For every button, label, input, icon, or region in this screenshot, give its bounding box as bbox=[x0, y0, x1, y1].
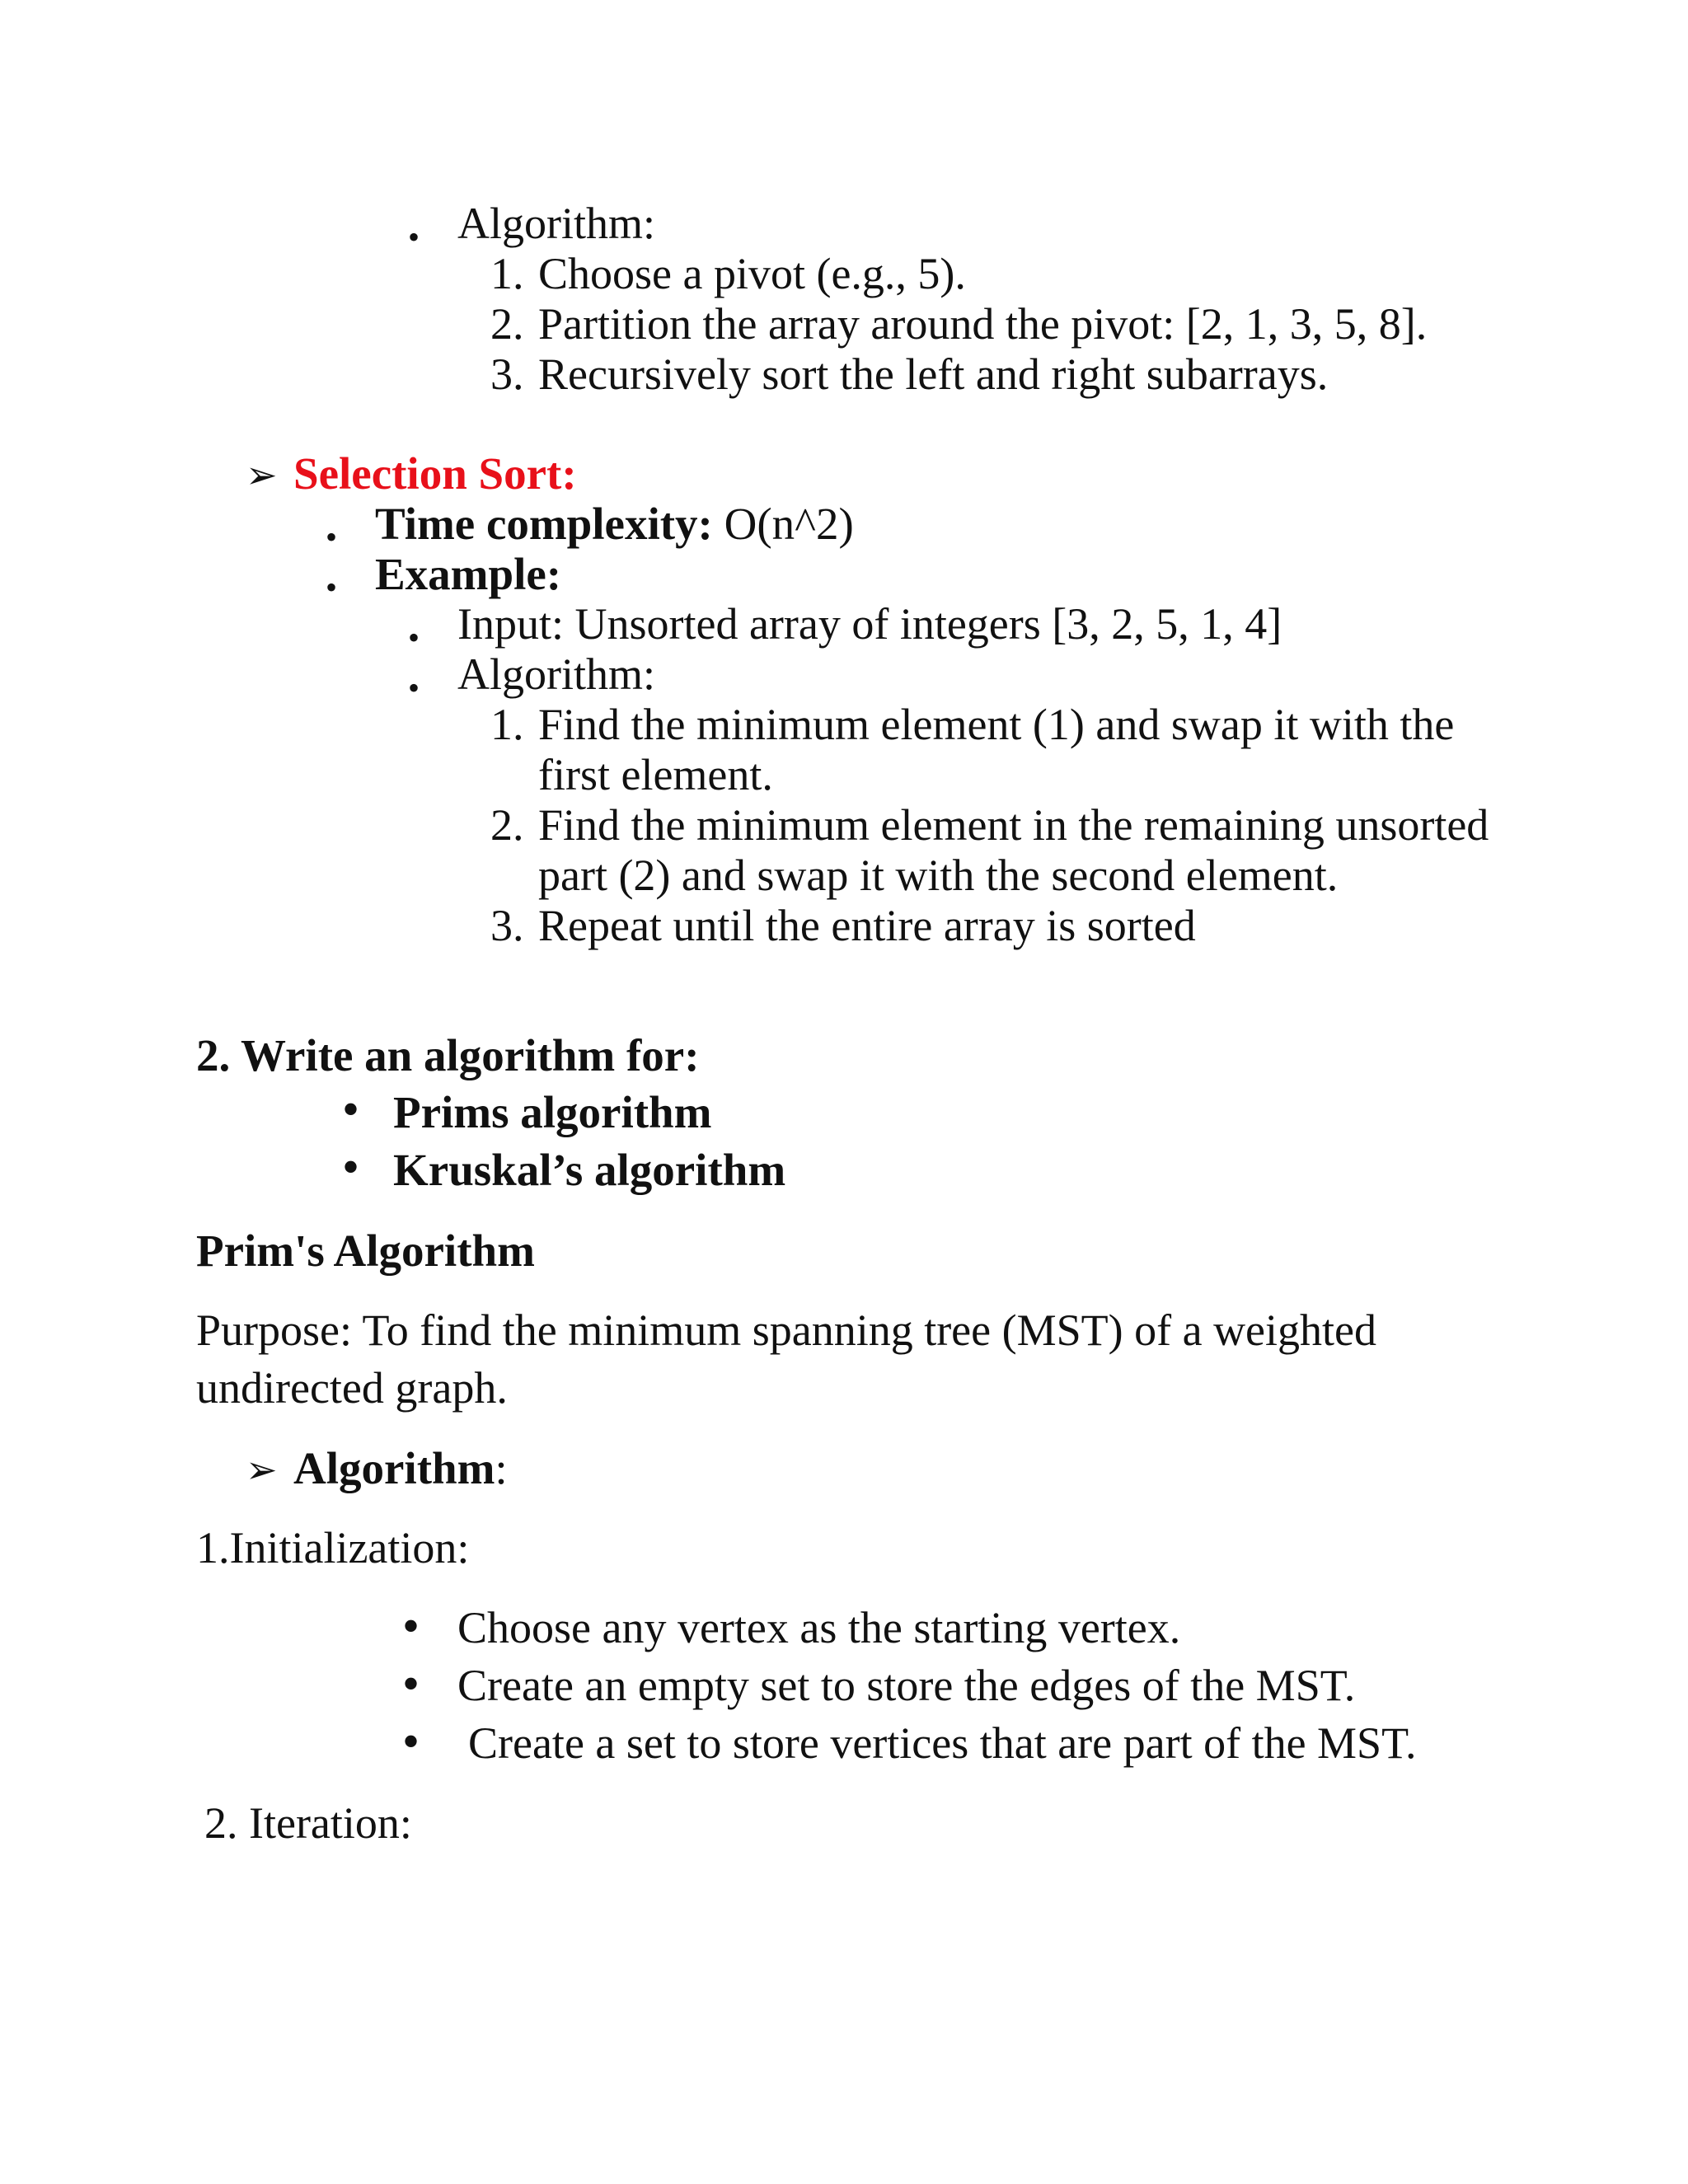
quick-sort-algorithm-label: Algorithm: bbox=[457, 199, 655, 248]
example-input-text: Input: Unsorted array of integers [3, 2, 5, 1, 4] bbox=[457, 599, 1282, 649]
question-item: Kruskal’s algorithm bbox=[393, 1145, 786, 1195]
bullet-dot: • bbox=[408, 669, 420, 706]
quick-sort-step-text: Partition the array around the pivot: [2, 1, 3, 5, 8]. bbox=[538, 299, 1428, 349]
initialization-item: Create a set to store vertices that are part of the MST. bbox=[468, 1718, 1417, 1768]
bullet-dot: • bbox=[402, 1599, 420, 1653]
selection-sort-step-text: Repeat until the entire array is sorted bbox=[538, 901, 1196, 950]
selection-sort-heading: Selection Sort: bbox=[293, 448, 577, 499]
selection-sort-step-text: Find the minimum element (1) and swap it with the bbox=[538, 700, 1455, 749]
selection-sort-algorithm-label: Algorithm: bbox=[457, 649, 655, 699]
initialization-label: 1.Initialization: bbox=[196, 1523, 470, 1572]
bullet-dot: • bbox=[408, 218, 420, 255]
quick-sort-step-text: Choose a pivot (e.g., 5). bbox=[538, 249, 966, 298]
selection-sort-step-number: 3. bbox=[490, 901, 524, 950]
bullet-dot: • bbox=[402, 1657, 420, 1711]
bullet-dot: • bbox=[402, 1714, 420, 1769]
quick-sort-step-number: 1. bbox=[490, 249, 524, 298]
selection-sort-step-number: 2. bbox=[490, 800, 524, 850]
prims-purpose: Purpose: To find the minimum spanning tree (MST) of a weighted bbox=[196, 1305, 1377, 1355]
question-title: 2. Write an algorithm for: bbox=[196, 1030, 700, 1080]
prims-heading: Prim's Algorithm bbox=[196, 1226, 535, 1276]
time-complexity-value: O(n^2) bbox=[712, 499, 854, 549]
question-item: Prims algorithm bbox=[393, 1087, 712, 1137]
quick-sort-step-number: 3. bbox=[490, 349, 524, 399]
selection-sort-step-text-continued: part (2) and swap it with the second element. bbox=[538, 851, 1339, 900]
arrow-bullet-icon: ➢ bbox=[246, 1447, 278, 1492]
selection-sort-step-text: Find the minimum element in the remaining unsorted bbox=[538, 800, 1489, 850]
bullet-dot: • bbox=[326, 569, 338, 606]
time-complexity-label: Time complexity: bbox=[375, 499, 713, 549]
arrow-bullet-icon: ➢ bbox=[246, 452, 278, 497]
initialization-item: Choose any vertex as the starting vertex. bbox=[457, 1603, 1181, 1652]
bullet-dot: • bbox=[342, 1082, 360, 1137]
prims-algorithm-label: Algorithm bbox=[293, 1443, 495, 1493]
iteration-label: 2. Iteration: bbox=[204, 1798, 412, 1848]
prims-algorithm-heading bbox=[293, 1443, 508, 1493]
initialization-item: Create an empty set to store the edges of the MST. bbox=[457, 1661, 1356, 1710]
bullet-dot: • bbox=[408, 619, 420, 656]
example-label: Example: bbox=[375, 549, 562, 599]
prims-purpose-continued: undirected graph. bbox=[196, 1363, 508, 1413]
selection-sort-step-text-continued: first element. bbox=[538, 750, 773, 799]
time-complexity-line bbox=[375, 499, 854, 549]
prims-algorithm-colon: : bbox=[495, 1443, 508, 1493]
bullet-dot: • bbox=[342, 1140, 360, 1194]
quick-sort-step-text: Recursively sort the left and right subarrays. bbox=[538, 349, 1329, 399]
quick-sort-step-number: 2. bbox=[490, 299, 524, 349]
bullet-dot: • bbox=[326, 518, 338, 555]
selection-sort-step-number: 1. bbox=[490, 700, 524, 749]
